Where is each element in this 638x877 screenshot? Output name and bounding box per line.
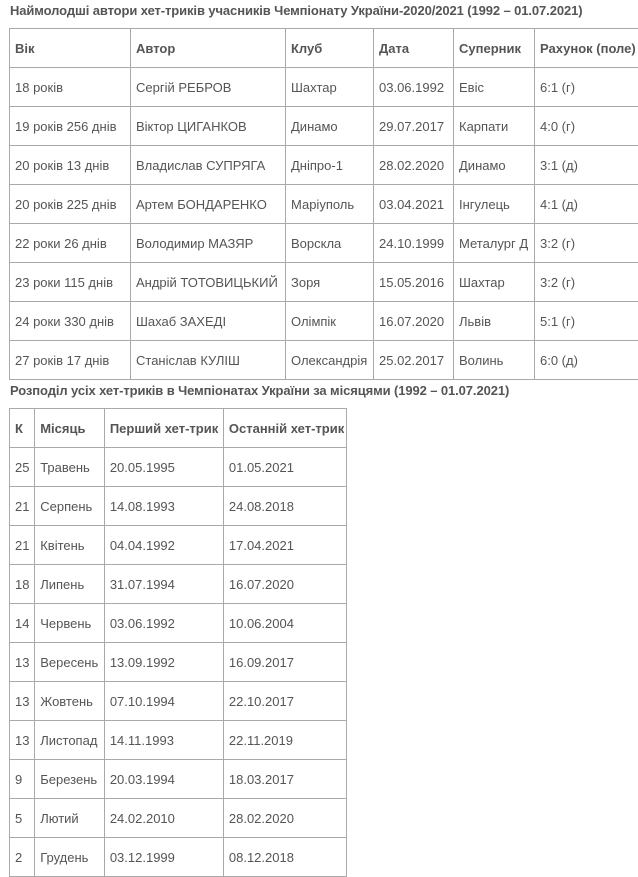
table-header-row	[10, 29, 638, 68]
cell-first-hattrick: 07.10.1994	[104, 682, 223, 721]
cell-age: 23 роки 115 днів	[10, 263, 131, 302]
cell-last-hattrick: 01.05.2021	[223, 448, 346, 487]
cell-club: Олександрія	[286, 341, 374, 380]
cell-first-hattrick: 14.08.1993	[104, 487, 223, 526]
youngest-hattrick-table-title: Наймолодші автори хет-триків учасників Чемпіонату України-2020/2021 (1992 – 01.07.2021)	[10, 3, 582, 18]
table-row	[10, 185, 638, 224]
cell-month: Вересень	[35, 643, 105, 682]
cell-month: Листопад	[35, 721, 105, 760]
column-header-score: Рахунок (поле)	[535, 29, 638, 68]
cell-score: 3:1 (д)	[535, 146, 638, 185]
table-row	[10, 721, 347, 760]
cell-month: Лютий	[35, 799, 105, 838]
cell-count: 5	[10, 799, 35, 838]
column-header-last-hattrick: Останній хет-трик	[223, 409, 346, 448]
cell-opponent: Інгулець	[454, 185, 535, 224]
cell-date: 24.10.1999	[374, 224, 454, 263]
cell-opponent: Евіс	[454, 68, 535, 107]
column-header-opponent: Суперник	[454, 29, 535, 68]
cell-date: 28.02.2020	[374, 146, 454, 185]
cell-last-hattrick: 24.08.2018	[223, 487, 346, 526]
column-header-month: Місяць	[35, 409, 105, 448]
table-row	[10, 107, 638, 146]
cell-author: Шахаб ЗАХЕДІ	[131, 302, 286, 341]
monthly-hattrick-table-title: Розподіл усіх хет-триків в Чемпіонатах України за місяцями (1992 – 01.07.2021)	[10, 383, 509, 398]
table-row	[10, 604, 347, 643]
cell-score: 4:1 (д)	[535, 185, 638, 224]
cell-author: Артем БОНДАРЕНКО	[131, 185, 286, 224]
cell-count: 13	[10, 682, 35, 721]
table-row	[10, 682, 347, 721]
table-row	[10, 68, 638, 107]
monthly-hattrick-distribution-table	[9, 408, 347, 877]
table-header-row	[10, 409, 347, 448]
cell-month: Жовтень	[35, 682, 105, 721]
cell-score: 3:2 (г)	[535, 224, 638, 263]
cell-age: 22 роки 26 днів	[10, 224, 131, 263]
cell-last-hattrick: 22.10.2017	[223, 682, 346, 721]
cell-last-hattrick: 28.02.2020	[223, 799, 346, 838]
cell-author: Сергій РЕБРОВ	[131, 68, 286, 107]
cell-date: 29.07.2017	[374, 107, 454, 146]
cell-first-hattrick: 13.09.1992	[104, 643, 223, 682]
cell-age: 27 років 17 днів	[10, 341, 131, 380]
table-row	[10, 565, 347, 604]
cell-count: 14	[10, 604, 35, 643]
cell-age: 18 років	[10, 68, 131, 107]
cell-date: 03.06.1992	[374, 68, 454, 107]
column-header-author: Автор	[131, 29, 286, 68]
cell-club: Ворскла	[286, 224, 374, 263]
youngest-hattrick-authors-table	[9, 28, 638, 380]
table-row	[10, 760, 347, 799]
cell-count: 13	[10, 643, 35, 682]
cell-age: 20 років 13 днів	[10, 146, 131, 185]
cell-first-hattrick: 31.07.1994	[104, 565, 223, 604]
cell-date: 03.04.2021	[374, 185, 454, 224]
cell-month: Травень	[35, 448, 105, 487]
cell-opponent: Карпати	[454, 107, 535, 146]
cell-date: 16.07.2020	[374, 302, 454, 341]
cell-month: Квітень	[35, 526, 105, 565]
cell-author: Станіслав КУЛІШ	[131, 341, 286, 380]
table-row	[10, 302, 638, 341]
column-header-age: Вік	[10, 29, 131, 68]
cell-date: 25.02.2017	[374, 341, 454, 380]
table-row	[10, 487, 347, 526]
cell-month: Серпень	[35, 487, 105, 526]
cell-author: Віктор ЦИГАНКОВ	[131, 107, 286, 146]
cell-last-hattrick: 16.07.2020	[223, 565, 346, 604]
cell-club: Шахтар	[286, 68, 374, 107]
cell-opponent: Металург Д	[454, 224, 535, 263]
table-row	[10, 341, 638, 380]
cell-score: 4:0 (г)	[535, 107, 638, 146]
cell-score: 6:1 (г)	[535, 68, 638, 107]
column-header-first-hattrick: Перший хет-трик	[104, 409, 223, 448]
cell-first-hattrick: 03.12.1999	[104, 838, 223, 877]
cell-club: Олімпік	[286, 302, 374, 341]
column-header-count: К	[10, 409, 35, 448]
cell-author: Владислав СУПРЯГА	[131, 146, 286, 185]
cell-author: Андрій ТОТОВИЦЬКИЙ	[131, 263, 286, 302]
cell-opponent: Львів	[454, 302, 535, 341]
cell-count: 9	[10, 760, 35, 799]
cell-score: 6:0 (д)	[535, 341, 638, 380]
cell-count: 21	[10, 487, 35, 526]
cell-age: 24 роки 330 днів	[10, 302, 131, 341]
cell-last-hattrick: 22.11.2019	[223, 721, 346, 760]
cell-opponent: Волинь	[454, 341, 535, 380]
cell-club: Зоря	[286, 263, 374, 302]
column-header-date: Дата	[374, 29, 454, 68]
cell-count: 13	[10, 721, 35, 760]
cell-last-hattrick: 16.09.2017	[223, 643, 346, 682]
column-header-club: Клуб	[286, 29, 374, 68]
cell-score: 3:2 (г)	[535, 263, 638, 302]
cell-first-hattrick: 20.03.1994	[104, 760, 223, 799]
cell-opponent: Шахтар	[454, 263, 535, 302]
table-row	[10, 263, 638, 302]
cell-first-hattrick: 20.05.1995	[104, 448, 223, 487]
cell-first-hattrick: 04.04.1992	[104, 526, 223, 565]
table-row	[10, 224, 638, 263]
cell-score: 5:1 (г)	[535, 302, 638, 341]
cell-count: 25	[10, 448, 35, 487]
cell-date: 15.05.2016	[374, 263, 454, 302]
cell-count: 18	[10, 565, 35, 604]
cell-age: 19 років 256 днів	[10, 107, 131, 146]
cell-count: 21	[10, 526, 35, 565]
cell-last-hattrick: 08.12.2018	[223, 838, 346, 877]
cell-opponent: Динамо	[454, 146, 535, 185]
cell-club: Дніпро-1	[286, 146, 374, 185]
cell-count: 2	[10, 838, 35, 877]
cell-month: Червень	[35, 604, 105, 643]
cell-month: Грудень	[35, 838, 105, 877]
table-row	[10, 838, 347, 877]
table-row	[10, 448, 347, 487]
cell-club: Маріуполь	[286, 185, 374, 224]
table-row	[10, 526, 347, 565]
cell-first-hattrick: 24.02.2010	[104, 799, 223, 838]
cell-author: Володимир МАЗЯР	[131, 224, 286, 263]
table-row	[10, 146, 638, 185]
cell-age: 20 років 225 днів	[10, 185, 131, 224]
cell-last-hattrick: 10.06.2004	[223, 604, 346, 643]
cell-month: Березень	[35, 760, 105, 799]
table-row	[10, 799, 347, 838]
table-row	[10, 643, 347, 682]
cell-first-hattrick: 14.11.1993	[104, 721, 223, 760]
cell-last-hattrick: 17.04.2021	[223, 526, 346, 565]
cell-club: Динамо	[286, 107, 374, 146]
cell-month: Липень	[35, 565, 105, 604]
cell-first-hattrick: 03.06.1992	[104, 604, 223, 643]
cell-last-hattrick: 18.03.2017	[223, 760, 346, 799]
